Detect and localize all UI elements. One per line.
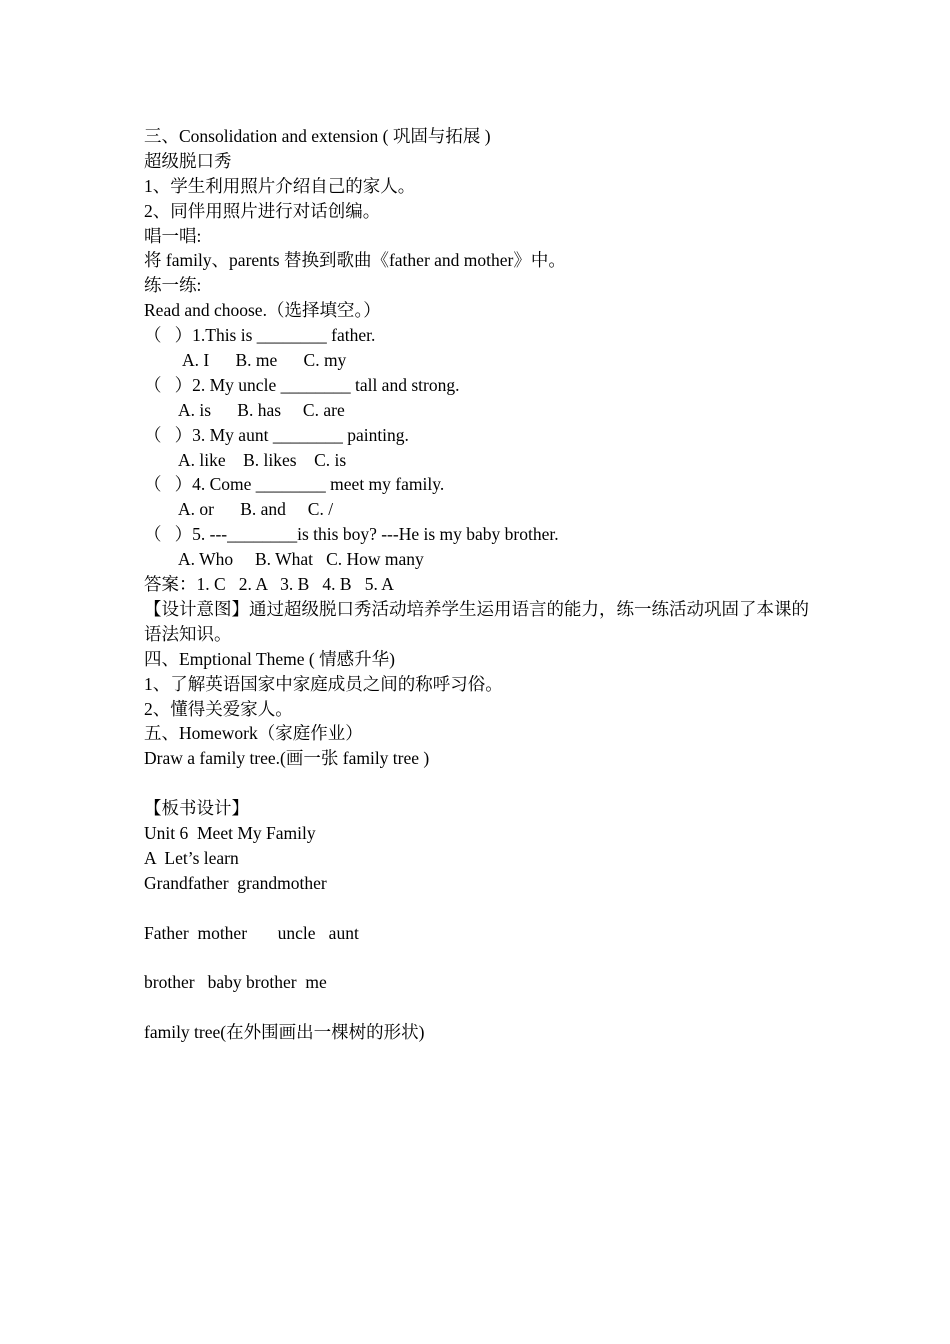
section5-heading: 五、Homework（家庭作业） (144, 723, 363, 744)
design-intent: 【设计意图】通过超级脱口秀活动培养学生运用语言的能力，练一练活动巩固了本课的语法知识。 (144, 598, 809, 644)
question-4-stem: （ ）4. Come ________ meet my family. (144, 474, 445, 495)
question-4-options: A. or B. and C. / (178, 499, 334, 520)
practice-instruction: Read and choose.（选择填空。） (144, 300, 381, 321)
question-3-stem: （ ）3. My aunt ________ painting. (144, 424, 409, 445)
question-5-options: A. Who B. What C. How many (178, 549, 424, 570)
board-part-title: A Let’s learn (144, 847, 239, 868)
section4-item-2: 2、懂得关爱家人。 (144, 698, 293, 719)
spacer (144, 896, 824, 921)
section3-heading: 三、Consolidation and extension ( 巩固与拓展 ) (144, 126, 491, 146)
question-2-options: A. is B. has C. are (178, 399, 345, 420)
sing-text: 将 family、parents 替换到歌曲《father and mother》中。 (144, 250, 566, 271)
answer-key: 答案：1. C 2. A 3. B 4. B 5. A (144, 574, 394, 595)
document-body (144, 124, 824, 1045)
spacer (144, 771, 824, 796)
spacer (144, 945, 824, 970)
board-row-grandparents: Grandfather grandmother (144, 872, 327, 893)
board-unit-title: Unit 6 Meet My Family (144, 822, 316, 843)
question-2-stem: （ ）2. My uncle ________ tall and strong. (144, 374, 460, 395)
question-1-options: A. I B. me C. my (182, 350, 347, 371)
board-row-family-tree: family tree(在外围画出一棵树的形状) (144, 1022, 425, 1043)
talk-show-title: 超级脱口秀 (144, 150, 232, 171)
question-1-stem: （ ）1.This is ________ father. (144, 325, 376, 346)
board-design-title: 【板书设计】 (144, 798, 249, 819)
section4-item-1: 1、了解英语国家中家庭成员之间的称呼习俗。 (144, 673, 503, 694)
homework-text: Draw a family tree.(画一张 family tree ) (144, 748, 430, 769)
talk-show-item-2: 2、同伴用照片进行对话创编。 (144, 200, 381, 221)
spacer (144, 995, 824, 1020)
question-5-stem: （ ）5. ---________is this boy? ---He is my baby brother. (144, 524, 559, 545)
section4-heading: 四、Emptional Theme ( 情感升华) (144, 648, 395, 669)
board-row-parents: Father mother uncle aunt (144, 922, 359, 943)
sing-title: 唱一唱: (144, 225, 202, 246)
question-3-options: A. like B. likes C. is (178, 449, 347, 470)
board-row-siblings: brother baby brother me (144, 972, 327, 993)
practice-title: 练一练: (144, 275, 202, 296)
talk-show-item-1: 1、学生利用照片介绍自己的家人。 (144, 175, 416, 196)
